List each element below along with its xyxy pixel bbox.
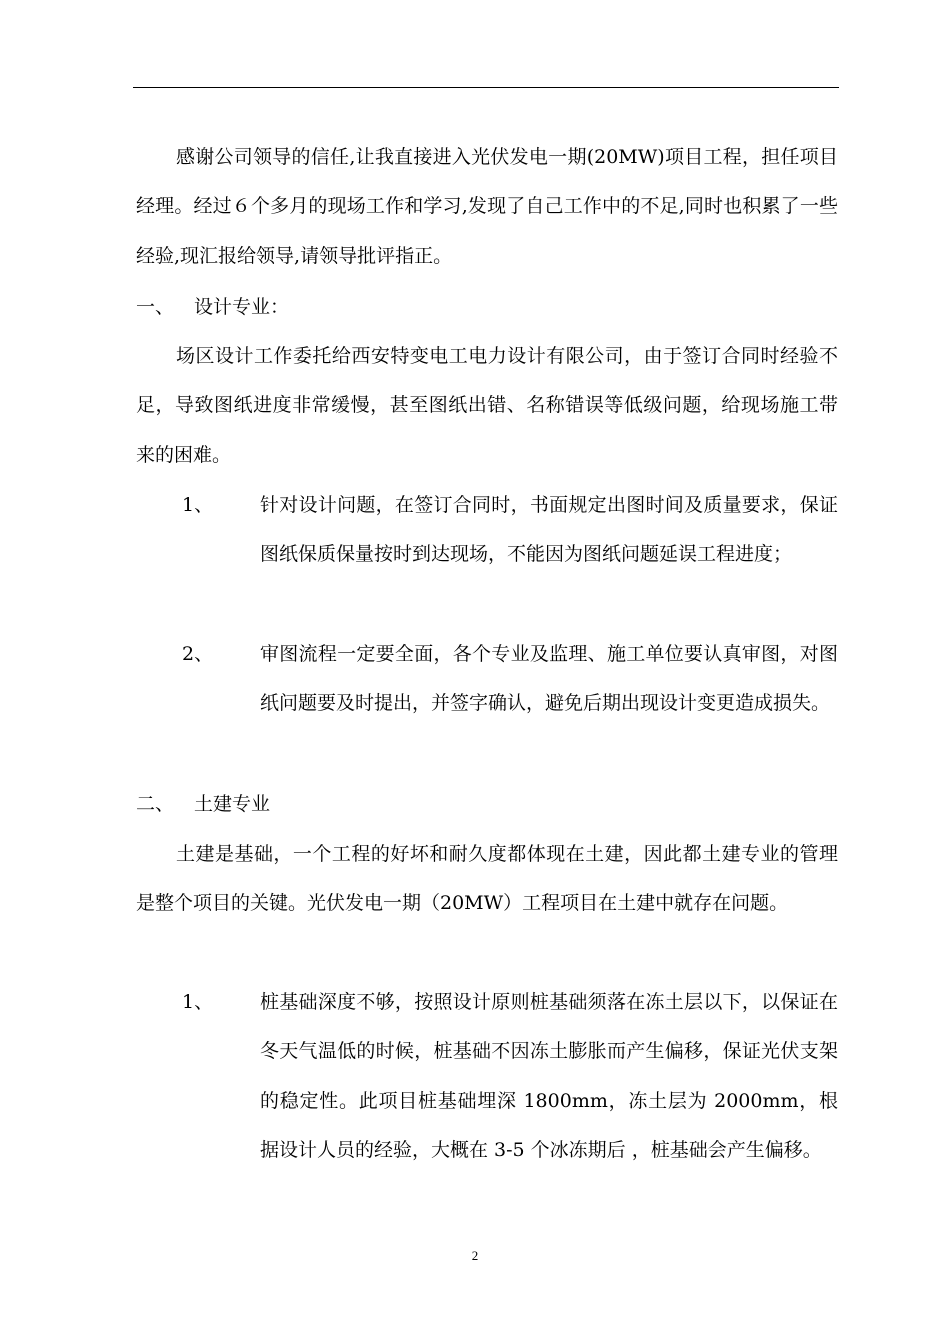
- list-item-number: 2、: [182, 643, 214, 665]
- list-item: [136, 481, 838, 580]
- section-title: 设计专业：: [194, 296, 290, 318]
- list-item-number: 1、: [182, 494, 214, 516]
- list-item-text: 审图流程一定要全面，各个专业及监理、施工单位要认真审图，对图纸问题要及时提出，并签字确认，避免后期出现设计变更造成损失。: [260, 643, 838, 715]
- civil-paragraph: 土建是基础，一个工程的好坏和耐久度都体现在土建，因此都土建专业的管理是整个项目的关键。光伏发电一期（20MW）工程项目在土建中就存在问题。: [136, 843, 838, 915]
- design-paragraph: 场区设计工作委托给西安特变电工电力设计有限公司，由于签订合同时经验不足，导致图纸进度非常缓慢，甚至图纸出错、名称错误等低级问题，给现场施工带来的困难。: [136, 345, 838, 466]
- list-item: [136, 978, 838, 1175]
- list-item: [136, 630, 838, 729]
- list-item-text: 桩基础深度不够，按照设计原则桩基础须落在冻土层以下，以保证在冬天气温低的时候，桩基础不因冻土膨胀而产生偏移，保证光伏支架的稳定性。此项目桩基础埋深 1800mm，冻土层为 2000mm，根据设计人员的经验，大概在 3-5 个冰冻期后 ，桩基础会产生偏移。: [260, 991, 838, 1161]
- section-title: 土建专业: [194, 793, 271, 815]
- section-number: 二、: [136, 793, 175, 815]
- list-item-text: 针对设计问题，在签订合同时，书面规定出图时间及质量要求，保证图纸保质保量按时到达现场，不能因为图纸问题延误工程进度；: [260, 494, 838, 566]
- intro-paragraph: 感谢公司领导的信任,让我直接进入光伏发电一期(20MW)项目工程，担任项目经理。经过６个多月的现场工作和学习,发现了自己工作中的不足,同时也积累了一些经验,现汇报给领导,请领导批评指正。: [136, 146, 838, 267]
- header-rule: [133, 87, 839, 88]
- list-item-number: 1、: [182, 991, 214, 1013]
- section-heading-civil: [136, 780, 838, 829]
- section-number: 一、: [136, 296, 175, 318]
- section-heading-design: [136, 283, 838, 332]
- page-number: 2: [471, 1248, 479, 1263]
